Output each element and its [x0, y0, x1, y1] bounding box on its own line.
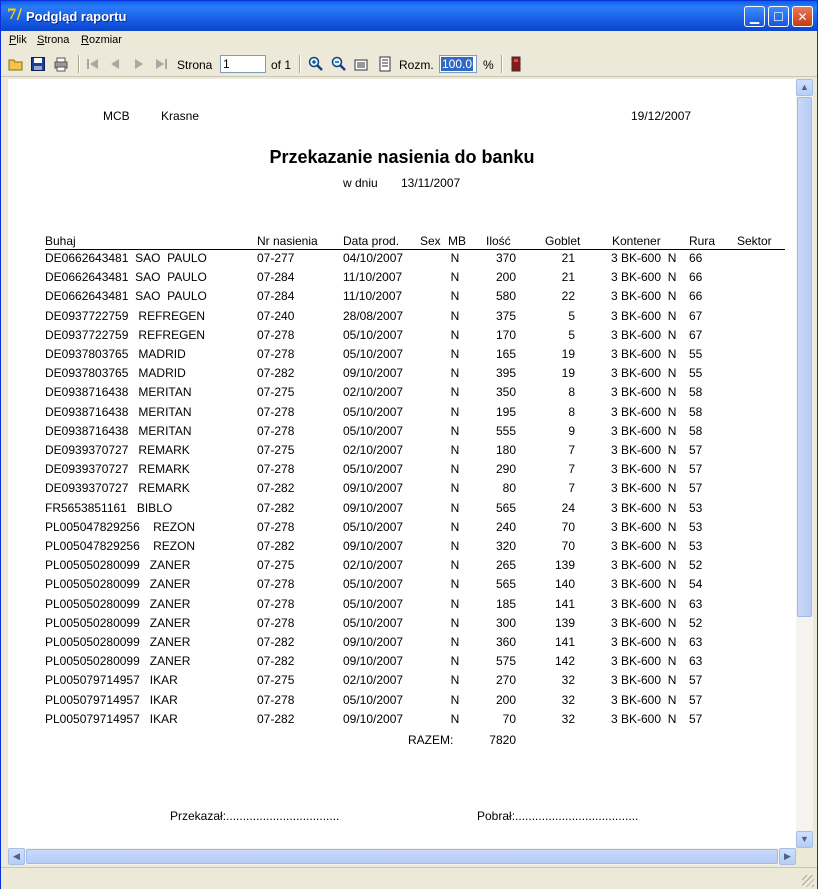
cell-mb: N	[450, 673, 460, 688]
cell-goblet: 7	[568, 481, 575, 496]
cell-mb: N	[450, 462, 460, 477]
cell-semen-number: 07-278	[257, 327, 295, 342]
close-button[interactable]	[792, 6, 813, 27]
cell-quantity: 350	[495, 385, 516, 400]
scroll-down-button[interactable]	[796, 831, 813, 848]
cell-quantity: 370	[495, 251, 516, 265]
cell-semen-number: 07-275	[257, 558, 295, 573]
cell-quantity: 375	[495, 308, 516, 323]
cell-quantity: 265	[495, 558, 516, 573]
cell-goblet: 19	[561, 347, 575, 361]
chevron-left-icon: ◀	[13, 851, 20, 861]
cell-production-date: 09/10/2007	[343, 654, 404, 669]
report-title: Przekazanie nasienia do banku	[269, 147, 535, 167]
menu-bar	[1, 31, 817, 51]
zoom-value: 100.0	[442, 57, 473, 71]
place-name: Krasne	[161, 109, 200, 123]
zoom-in-icon[interactable]	[308, 56, 324, 72]
cell-semen-number: 07-275	[257, 673, 295, 688]
cell-tube: 67	[689, 308, 703, 323]
cell-production-date: 05/10/2007	[343, 596, 404, 611]
page-width-icon[interactable]	[354, 57, 370, 73]
toolbar	[1, 52, 817, 77]
minimize-button[interactable]	[744, 6, 765, 27]
cell-goblet: 141	[554, 635, 575, 649]
cell-bull: PL005050280099 ZANER	[45, 596, 191, 611]
cell-bull: PL005079714957 IKAR	[45, 692, 178, 707]
cell-semen-number: 07-284	[257, 289, 295, 304]
cell-mb: N	[450, 539, 460, 553]
cell-mb: N	[450, 404, 460, 419]
cell-bull: PL005050280099 ZANER	[45, 577, 191, 592]
cell-container: 3 BK-600 N	[611, 673, 677, 688]
menu-rozmiar-label: ozmiar	[88, 34, 122, 46]
cell-production-date: 09/10/2007	[343, 711, 404, 726]
cell-semen-number: 07-277	[257, 251, 295, 265]
cell-production-date: 09/10/2007	[343, 635, 404, 649]
cell-tube: 63	[689, 635, 703, 649]
cell-production-date: 09/10/2007	[343, 481, 404, 496]
cell-production-date: 02/10/2007	[343, 443, 404, 457]
chevron-up-icon: ▲	[800, 82, 809, 92]
minimize-icon: ▁	[749, 10, 760, 24]
cell-mb: N	[450, 577, 460, 592]
cell-container: 3 BK-600 N	[611, 308, 677, 323]
cell-bull: DE0937722759 REFREGEN	[45, 308, 206, 323]
exit-door-icon[interactable]	[508, 56, 524, 72]
cell-container: 3 BK-600 N	[611, 635, 677, 649]
cell-tube: 57	[689, 692, 703, 707]
cell-tube: 53	[689, 539, 703, 553]
cell-bull: DE0662643481 SAO PAULO	[45, 289, 207, 304]
scroll-up-button[interactable]	[796, 79, 813, 96]
cell-semen-number: 07-278	[257, 423, 295, 438]
cell-semen-number: 07-284	[257, 270, 295, 285]
cell-quantity: 575	[495, 654, 516, 669]
cell-mb: N	[450, 635, 460, 649]
cell-bull: PL005079714957 IKAR	[45, 711, 178, 726]
cell-bull: PL005050280099 ZANER	[45, 558, 191, 573]
vertical-scroll-thumb[interactable]	[797, 97, 812, 617]
cell-goblet: 5	[568, 327, 575, 342]
cell-tube: 58	[689, 404, 703, 419]
cell-goblet: 32	[561, 692, 575, 707]
cell-semen-number: 07-278	[257, 596, 295, 611]
cell-mb: N	[450, 596, 460, 611]
cell-goblet: 21	[561, 251, 575, 265]
cell-goblet: 142	[554, 654, 575, 669]
maximize-button[interactable]	[768, 6, 789, 27]
cell-production-date: 02/10/2007	[343, 385, 404, 400]
cell-tube: 54	[689, 577, 703, 592]
percent-label: %	[483, 58, 494, 72]
cell-quantity: 80	[502, 481, 516, 496]
cell-semen-number: 07-240	[257, 308, 295, 323]
cell-bull: PL005047829256 REZON	[45, 519, 196, 534]
cell-semen-number: 07-282	[257, 539, 295, 553]
menu-plik[interactable]: Plik	[9, 34, 27, 46]
cell-quantity: 395	[495, 366, 516, 381]
cell-goblet: 7	[568, 462, 575, 477]
cell-container: 3 BK-600 N	[611, 558, 677, 573]
cell-production-date: 05/10/2007	[343, 519, 404, 534]
cell-tube: 53	[689, 519, 703, 534]
cell-goblet: 24	[561, 500, 575, 515]
cell-tube: 58	[689, 385, 703, 400]
cell-goblet: 19	[561, 366, 575, 381]
cell-mb: N	[450, 654, 460, 669]
cell-goblet: 32	[561, 673, 575, 688]
cell-semen-number: 07-278	[257, 577, 295, 592]
cell-container: 3 BK-600 N	[611, 596, 677, 611]
column-header: Sektor	[737, 234, 772, 248]
cell-goblet: 139	[554, 615, 575, 630]
save-disk-icon[interactable]	[30, 56, 46, 72]
cell-semen-number: 07-282	[257, 366, 295, 381]
cell-tube: 57	[689, 711, 703, 726]
cell-bull: PL005050280099 ZANER	[45, 654, 191, 669]
cell-tube: 58	[689, 423, 703, 438]
cell-production-date: 05/10/2007	[343, 404, 404, 419]
toolbar-separator	[501, 55, 503, 73]
cell-tube: 66	[689, 289, 703, 304]
cell-mb: N	[450, 711, 460, 726]
cell-semen-number: 07-282	[257, 711, 295, 726]
day-label: w dniu	[343, 176, 378, 190]
cell-quantity: 240	[495, 519, 516, 534]
cell-production-date: 05/10/2007	[343, 615, 404, 630]
column-header: Goblet	[545, 234, 581, 248]
cell-semen-number: 07-282	[257, 654, 295, 669]
cell-container: 3 BK-600 N	[611, 385, 677, 400]
cell-goblet: 70	[561, 519, 575, 534]
cell-semen-number: 07-278	[257, 615, 295, 630]
cell-goblet: 32	[561, 711, 575, 726]
cell-tube: 63	[689, 654, 703, 669]
zoom-label: Rozm.	[399, 58, 434, 72]
day-value: 13/11/2007	[401, 176, 461, 190]
cell-container: 3 BK-600 N	[611, 539, 677, 553]
cell-production-date: 04/10/2007	[343, 251, 404, 265]
last-page-icon[interactable]	[153, 56, 169, 72]
cell-mb: N	[450, 423, 460, 438]
cell-quantity: 565	[495, 577, 516, 592]
cell-production-date: 05/10/2007	[343, 423, 404, 438]
cell-tube: 52	[689, 558, 703, 573]
column-header: MB	[448, 234, 466, 248]
column-header: Buhaj	[45, 234, 76, 248]
cell-semen-number: 07-282	[257, 635, 295, 649]
header-divider	[45, 249, 785, 250]
cell-production-date: 05/10/2007	[343, 327, 404, 342]
cell-container: 3 BK-600 N	[611, 270, 677, 285]
cell-production-date: 28/08/2007	[343, 308, 404, 323]
cell-quantity: 565	[495, 500, 516, 515]
cell-tube: 66	[689, 251, 703, 265]
cell-mb: N	[450, 327, 460, 342]
cell-bull: PL005079714957 IKAR	[45, 673, 178, 688]
cell-tube: 55	[689, 366, 703, 381]
cell-tube: 57	[689, 673, 703, 688]
zoom-out-icon[interactable]	[331, 56, 347, 72]
cell-production-date: 09/10/2007	[343, 539, 404, 553]
cell-production-date: 05/10/2007	[343, 462, 404, 477]
menu-plik-label: lik	[16, 34, 27, 46]
column-header: Data prod.	[343, 234, 400, 248]
menu-strona-label: trona	[44, 34, 70, 46]
cell-tube: 67	[689, 327, 703, 342]
horizontal-scrollbar[interactable]	[8, 848, 796, 865]
cell-quantity: 165	[495, 347, 516, 361]
cell-production-date: 09/10/2007	[343, 500, 404, 515]
cell-bull: FR5653851161 BIBLO	[45, 500, 173, 515]
resize-grip[interactable]	[802, 875, 814, 887]
received-signature: Pobrał:.....................................	[477, 809, 639, 823]
cell-tube: 53	[689, 500, 703, 515]
cell-container: 3 BK-600 N	[611, 711, 677, 726]
cell-goblet: 21	[561, 270, 575, 285]
cell-quantity: 360	[495, 635, 516, 649]
zoom-input[interactable]	[439, 55, 477, 73]
cell-production-date: 09/10/2007	[343, 366, 404, 381]
vertical-scrollbar[interactable]	[796, 79, 813, 848]
cell-tube: 57	[689, 481, 703, 496]
cell-quantity: 555	[495, 423, 516, 438]
cell-container: 3 BK-600 N	[611, 500, 677, 515]
cell-mb: N	[450, 385, 460, 400]
cell-mb: N	[450, 308, 460, 323]
cell-production-date: 05/10/2007	[343, 692, 404, 707]
cell-bull: DE0662643481 SAO PAULO	[45, 251, 207, 265]
cell-quantity: 290	[495, 462, 516, 477]
cell-tube: 57	[689, 443, 703, 457]
cell-goblet: 140	[554, 577, 575, 592]
cell-container: 3 BK-600 N	[611, 654, 677, 669]
cell-goblet: 7	[568, 443, 575, 457]
cell-container: 3 BK-600 N	[611, 519, 677, 534]
next-page-icon[interactable]	[131, 56, 147, 72]
cell-semen-number: 07-278	[257, 692, 295, 707]
cell-semen-number: 07-275	[257, 443, 295, 457]
open-folder-icon[interactable]	[8, 56, 24, 72]
cell-quantity: 195	[495, 404, 516, 419]
cell-mb: N	[450, 481, 460, 496]
report-page	[8, 79, 796, 848]
cell-mb: N	[450, 443, 460, 457]
column-header: Kontener	[612, 234, 661, 248]
cell-production-date: 02/10/2007	[343, 673, 404, 688]
cell-goblet: 8	[568, 404, 575, 419]
page-label: Strona	[177, 58, 213, 72]
cell-semen-number: 07-278	[257, 347, 295, 361]
page-number-input[interactable]: 1	[220, 55, 266, 73]
cell-bull: DE0938716438 MERITAN	[45, 404, 192, 419]
cell-semen-number: 07-278	[257, 404, 295, 419]
cell-bull: DE0662643481 SAO PAULO	[45, 270, 207, 285]
cell-bull: PL005050280099 ZANER	[45, 635, 191, 649]
toolbar-separator	[78, 55, 80, 73]
previous-page-icon[interactable]	[107, 56, 123, 72]
cell-quantity: 320	[495, 539, 516, 553]
cell-production-date: 02/10/2007	[343, 558, 404, 573]
cell-bull: DE0937803765 MADRID	[45, 347, 186, 361]
maximize-icon: ☐	[773, 10, 784, 24]
page-count-label: of 1	[271, 58, 292, 72]
printer-icon[interactable]	[53, 56, 69, 72]
cell-container: 3 BK-600 N	[611, 481, 677, 496]
cell-semen-number: 07-278	[257, 519, 295, 534]
toolbar-separator	[299, 55, 301, 73]
status-bar	[1, 867, 817, 889]
cell-mb: N	[450, 289, 460, 304]
cell-bull: DE0937803765 MADRID	[45, 366, 186, 381]
cell-container: 3 BK-600 N	[611, 443, 677, 457]
cell-container: 3 BK-600 N	[611, 251, 677, 265]
scroll-left-button[interactable]	[8, 848, 25, 865]
cell-semen-number: 07-282	[257, 500, 295, 515]
cell-goblet: 22	[561, 289, 575, 304]
cell-mb: N	[450, 558, 460, 573]
title-bar[interactable]	[1, 1, 817, 31]
cell-production-date: 11/10/2007	[343, 270, 403, 285]
menu-strona[interactable]: Strona	[37, 34, 70, 46]
cell-tube: 63	[689, 596, 703, 611]
cell-goblet: 70	[561, 539, 575, 553]
column-header: Sex	[420, 234, 441, 248]
cell-semen-number: 07-278	[257, 462, 295, 477]
handed-over-signature: Przekazał:..................................	[170, 809, 340, 823]
company-name: MCB	[103, 109, 130, 123]
cell-production-date: 11/10/2007	[343, 289, 403, 304]
cell-quantity: 580	[495, 289, 516, 304]
cell-quantity: 185	[495, 596, 516, 611]
cell-container: 3 BK-600 N	[611, 347, 677, 361]
cell-mb: N	[450, 251, 460, 265]
cell-container: 3 BK-600 N	[611, 327, 677, 342]
cell-mb: N	[450, 519, 460, 534]
chevron-right-icon: ▶	[784, 851, 791, 861]
cell-quantity: 180	[495, 443, 516, 457]
cell-mb: N	[450, 615, 460, 630]
report-date: 19/12/2007	[631, 109, 692, 123]
cell-bull: DE0938716438 MERITAN	[45, 423, 192, 438]
cell-production-date: 05/10/2007	[343, 577, 404, 592]
cell-mb: N	[450, 692, 460, 707]
cell-tube: 52	[689, 615, 703, 630]
cell-container: 3 BK-600 N	[611, 462, 677, 477]
cell-goblet: 141	[554, 596, 575, 611]
scroll-right-button[interactable]	[779, 848, 796, 865]
cell-bull: DE0939370727 REMARK	[45, 481, 190, 496]
whole-page-icon[interactable]	[377, 56, 393, 72]
cell-bull: PL005050280099 ZANER	[45, 615, 191, 630]
cell-container: 3 BK-600 N	[611, 289, 677, 304]
column-header: Nr nasienia	[257, 234, 318, 248]
cell-container: 3 BK-600 N	[611, 615, 677, 630]
cell-bull: DE0937722759 REFREGEN	[45, 327, 206, 342]
column-header: Ilość	[486, 234, 511, 248]
cell-tube: 57	[689, 462, 703, 477]
cell-tube: 55	[689, 347, 703, 361]
cell-container: 3 BK-600 N	[611, 692, 677, 707]
cell-container: 3 BK-600 N	[611, 366, 677, 381]
cell-container: 3 BK-600 N	[611, 404, 677, 419]
cell-tube: 66	[689, 270, 703, 285]
cell-semen-number: 07-282	[257, 481, 295, 496]
column-header: Rura	[689, 234, 716, 248]
cell-production-date: 05/10/2007	[343, 347, 404, 361]
cell-mb: N	[450, 270, 460, 285]
cell-quantity: 170	[495, 327, 516, 342]
cell-semen-number: 07-275	[257, 385, 295, 400]
cell-bull: DE0938716438 MERITAN	[45, 385, 192, 400]
cell-bull: DE0939370727 REMARK	[45, 443, 190, 457]
cell-quantity: 200	[495, 270, 516, 285]
cell-quantity: 300	[495, 615, 516, 630]
chevron-down-icon: ▼	[800, 834, 809, 844]
cell-goblet: 139	[554, 558, 575, 573]
total-value: 7820	[489, 733, 516, 747]
cell-goblet: 9	[568, 423, 575, 438]
cell-bull: PL005047829256 REZON	[45, 539, 196, 553]
app-icon: 7/	[7, 7, 22, 23]
cell-goblet: 8	[568, 385, 575, 400]
cell-container: 3 BK-600 N	[611, 423, 677, 438]
window-title: Podgląd raportu	[26, 9, 127, 24]
cell-mb: N	[450, 366, 460, 381]
horizontal-scroll-thumb[interactable]	[26, 849, 778, 864]
cell-bull: DE0939370727 REMARK	[45, 462, 190, 477]
first-page-icon[interactable]	[85, 56, 101, 72]
cell-quantity: 270	[495, 673, 516, 688]
total-label: RAZEM:	[408, 733, 454, 747]
cell-container: 3 BK-600 N	[611, 577, 677, 592]
cell-goblet: 5	[568, 308, 575, 323]
cell-quantity: 70	[502, 711, 516, 726]
cell-mb: N	[450, 500, 460, 515]
cell-quantity: 200	[495, 692, 516, 707]
menu-rozmiar[interactable]: Rozmiar	[81, 34, 122, 46]
cell-mb: N	[450, 347, 460, 361]
close-icon: ✕	[797, 10, 808, 24]
